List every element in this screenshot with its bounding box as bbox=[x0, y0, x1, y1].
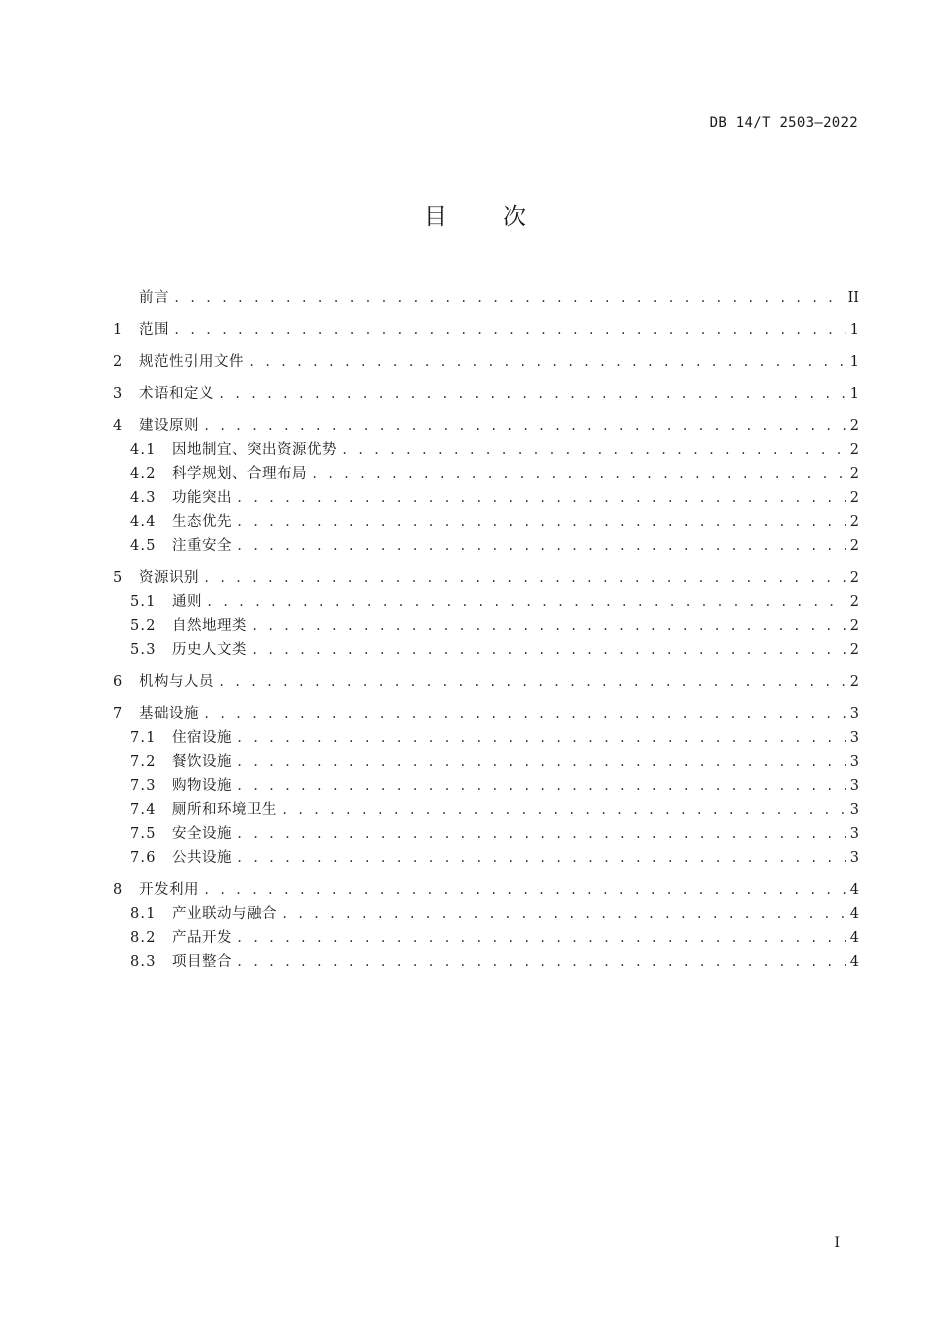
toc-entry-number: 2 bbox=[113, 354, 123, 370]
toc-entry-number: 8.1 bbox=[130, 906, 157, 922]
toc-chapter-entry[interactable] bbox=[113, 670, 859, 694]
toc-entry-number: 5.3 bbox=[130, 642, 157, 658]
toc-entry-label: 规范性引用文件 bbox=[139, 354, 244, 370]
toc-entry-label: 自然地理类 bbox=[172, 618, 247, 634]
page-title bbox=[0, 200, 950, 234]
toc-section-entry[interactable] bbox=[113, 798, 859, 822]
toc-entry-label: 术语和定义 bbox=[139, 386, 214, 402]
toc-chapter-entry[interactable] bbox=[113, 318, 859, 342]
toc-entry-label: 建设原则 bbox=[139, 418, 199, 434]
toc-chapter-entry[interactable] bbox=[113, 878, 859, 902]
toc-entry-page: 3 bbox=[849, 706, 859, 722]
toc-entry-number: 4.1 bbox=[130, 442, 157, 458]
toc-dot-leader bbox=[206, 590, 846, 614]
toc-entry-number: 7.4 bbox=[130, 802, 157, 818]
toc-entry-label: 购物设施 bbox=[172, 778, 232, 794]
toc-entry-label: 公共设施 bbox=[172, 850, 232, 866]
toc-entry-page: 2 bbox=[849, 538, 859, 554]
toc-entry-number: 4.3 bbox=[130, 490, 157, 506]
toc-entry-page: 4 bbox=[849, 930, 859, 946]
toc-section-entry[interactable] bbox=[113, 438, 859, 462]
toc-entry-number: 8.3 bbox=[130, 954, 157, 970]
page-title-char-1: 目 bbox=[424, 204, 447, 230]
toc-entry-page: 2 bbox=[849, 418, 859, 434]
toc-entry-number: 5 bbox=[113, 570, 123, 586]
toc-dot-leader bbox=[251, 614, 846, 638]
toc-entry-page: 3 bbox=[849, 778, 859, 794]
toc-entry-label: 前言 bbox=[139, 290, 169, 306]
toc-entry-page: 2 bbox=[849, 490, 859, 506]
toc-entry-label: 历史人文类 bbox=[172, 642, 247, 658]
toc-section-entry[interactable] bbox=[113, 774, 859, 798]
toc-entry-label: 科学规划、合理布局 bbox=[172, 466, 307, 482]
toc-entry-page: 4 bbox=[849, 882, 859, 898]
toc-dot-leader bbox=[203, 414, 846, 438]
toc-dot-leader bbox=[236, 534, 846, 558]
toc-entry-number: 4.5 bbox=[130, 538, 157, 554]
toc-entry-page: 1 bbox=[849, 354, 859, 370]
toc-section-entry[interactable] bbox=[113, 462, 859, 486]
toc-dot-leader bbox=[236, 926, 846, 950]
toc-entry-label: 基础设施 bbox=[139, 706, 199, 722]
toc-entry-page: 3 bbox=[849, 754, 859, 770]
toc-entry-page: 2 bbox=[849, 642, 859, 658]
toc-entry-page: 2 bbox=[849, 618, 859, 634]
toc-entry-page: 2 bbox=[849, 594, 859, 610]
toc-entry-label: 产品开发 bbox=[172, 930, 232, 946]
toc-entry-page: 3 bbox=[849, 730, 859, 746]
toc-entry-page: 3 bbox=[849, 850, 859, 866]
toc-section-entry[interactable] bbox=[113, 534, 859, 558]
toc-section-entry[interactable] bbox=[113, 638, 859, 662]
toc-dot-leader bbox=[311, 462, 846, 486]
toc-entry-number: 7.5 bbox=[130, 826, 157, 842]
toc-section-entry[interactable] bbox=[113, 822, 859, 846]
toc-section-entry[interactable] bbox=[113, 750, 859, 774]
toc-dot-leader bbox=[173, 286, 844, 310]
toc-dot-leader bbox=[203, 878, 846, 902]
toc-dot-leader bbox=[173, 318, 846, 342]
toc-chapter-entry[interactable] bbox=[113, 566, 859, 590]
toc-dot-leader bbox=[236, 510, 846, 534]
toc-entry-label: 通则 bbox=[172, 594, 202, 610]
toc-entry-label: 住宿设施 bbox=[172, 730, 232, 746]
toc-entry-label: 厕所和环境卫生 bbox=[172, 802, 277, 818]
toc-section-entry[interactable] bbox=[113, 926, 859, 950]
toc-chapter-entry[interactable] bbox=[113, 350, 859, 374]
toc-chapter-entry[interactable] bbox=[113, 414, 859, 438]
toc-entry-number: 7 bbox=[113, 706, 123, 722]
toc-entry-label: 功能突出 bbox=[172, 490, 232, 506]
toc-entry-page: 4 bbox=[849, 906, 859, 922]
toc-entry-number: 4.2 bbox=[130, 466, 157, 482]
toc-dot-leader bbox=[236, 750, 846, 774]
toc-dot-leader bbox=[218, 382, 846, 406]
toc-entry-number: 4 bbox=[113, 418, 123, 434]
toc-section-entry[interactable] bbox=[113, 486, 859, 510]
toc-chapter-entry[interactable] bbox=[113, 286, 859, 310]
toc-dot-leader bbox=[341, 438, 846, 462]
toc-entry-label: 安全设施 bbox=[172, 826, 232, 842]
toc-dot-leader bbox=[281, 902, 846, 926]
toc-entry-label: 产业联动与融合 bbox=[172, 906, 277, 922]
table-of-contents bbox=[113, 286, 859, 974]
toc-entry-number: 3 bbox=[113, 386, 123, 402]
toc-dot-leader bbox=[203, 702, 846, 726]
toc-entry-number: 7.3 bbox=[130, 778, 157, 794]
toc-entry-number: 4.4 bbox=[130, 514, 157, 530]
toc-entry-label: 范围 bbox=[139, 322, 169, 338]
toc-entry-number: 7.1 bbox=[130, 730, 157, 746]
toc-entry-label: 资源识别 bbox=[139, 570, 199, 586]
toc-entry-label: 机构与人员 bbox=[139, 674, 214, 690]
toc-entry-label: 项目整合 bbox=[172, 954, 232, 970]
toc-entry-page: 2 bbox=[849, 442, 859, 458]
toc-dot-leader bbox=[236, 726, 846, 750]
toc-entry-label: 注重安全 bbox=[172, 538, 232, 554]
toc-dot-leader bbox=[236, 950, 846, 974]
toc-section-entry[interactable] bbox=[113, 510, 859, 534]
toc-entry-page: 2 bbox=[849, 674, 859, 690]
toc-entry-number: 7.6 bbox=[130, 850, 157, 866]
page-title-char-2: 次 bbox=[503, 204, 526, 230]
page-number: I bbox=[834, 1235, 840, 1251]
toc-dot-leader bbox=[251, 638, 846, 662]
toc-section-entry[interactable] bbox=[113, 726, 859, 750]
toc-entry-page: 3 bbox=[849, 802, 859, 818]
toc-section-entry[interactable] bbox=[113, 614, 859, 638]
toc-entry-page: 2 bbox=[849, 570, 859, 586]
toc-dot-leader bbox=[248, 350, 846, 374]
toc-entry-number: 8.2 bbox=[130, 930, 157, 946]
toc-entry-number: 7.2 bbox=[130, 754, 157, 770]
toc-entry-page: 1 bbox=[849, 322, 859, 338]
toc-entry-number: 5.1 bbox=[130, 594, 157, 610]
toc-entry-label: 因地制宜、突出资源优势 bbox=[172, 442, 337, 458]
toc-entry-number: 1 bbox=[113, 322, 123, 338]
toc-section-entry[interactable] bbox=[113, 846, 859, 870]
toc-entry-label: 生态优先 bbox=[172, 514, 232, 530]
toc-entry-page: II bbox=[847, 290, 859, 306]
toc-entry-page: 2 bbox=[849, 466, 859, 482]
toc-dot-leader bbox=[203, 566, 846, 590]
toc-chapter-entry[interactable] bbox=[113, 382, 859, 406]
document-code: DB 14/T 2503—2022 bbox=[709, 115, 858, 131]
toc-dot-leader bbox=[236, 774, 846, 798]
toc-entry-page: 3 bbox=[849, 826, 859, 842]
toc-entry-number: 6 bbox=[113, 674, 123, 690]
toc-section-entry[interactable] bbox=[113, 902, 859, 926]
toc-dot-leader bbox=[281, 798, 846, 822]
toc-dot-leader bbox=[236, 822, 846, 846]
toc-entry-page: 2 bbox=[849, 514, 859, 530]
toc-entry-label: 开发利用 bbox=[139, 882, 199, 898]
toc-chapter-entry[interactable] bbox=[113, 702, 859, 726]
toc-entry-label: 餐饮设施 bbox=[172, 754, 232, 770]
toc-entry-page: 1 bbox=[849, 386, 859, 402]
toc-section-entry[interactable] bbox=[113, 590, 859, 614]
toc-entry-number: 8 bbox=[113, 882, 123, 898]
toc-dot-leader bbox=[236, 846, 846, 870]
toc-section-entry[interactable] bbox=[113, 950, 859, 974]
toc-dot-leader bbox=[236, 486, 846, 510]
toc-entry-number: 5.2 bbox=[130, 618, 157, 634]
toc-entry-page: 4 bbox=[849, 954, 859, 970]
toc-dot-leader bbox=[218, 670, 846, 694]
